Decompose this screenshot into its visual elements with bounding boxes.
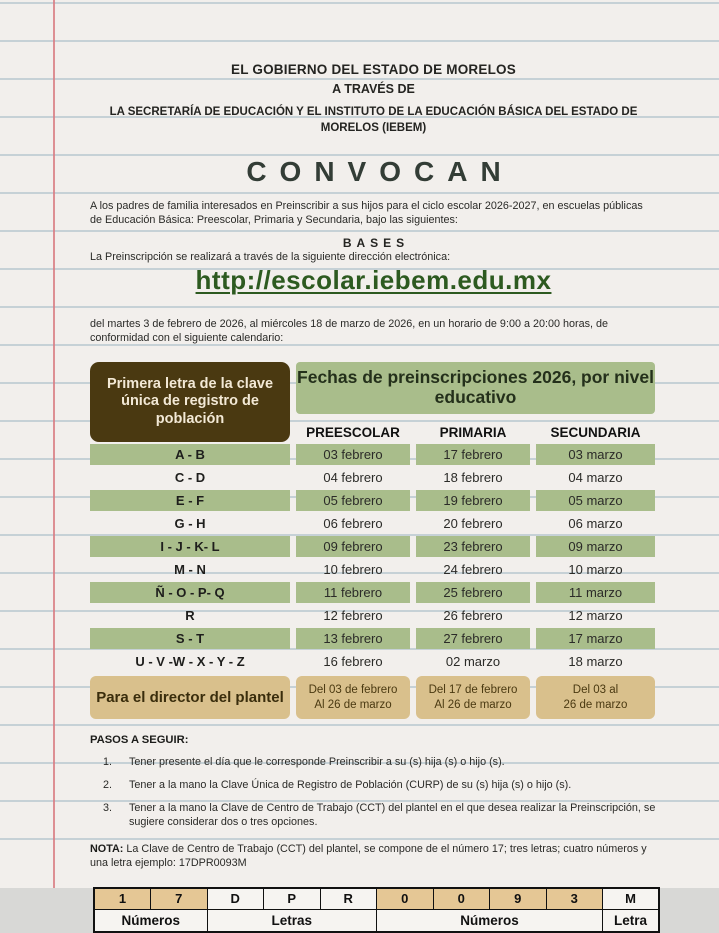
cct-char-cell: P	[264, 888, 321, 910]
preescolar-date-cell: 12 febrero	[323, 608, 383, 624]
secundaria-date-cell: 06 marzo	[568, 516, 623, 532]
primaria-date-cell: 17 febrero	[416, 444, 530, 465]
cct-example-table	[93, 887, 660, 933]
bases-title: BASES	[342, 235, 410, 250]
step-number: 1.	[103, 756, 113, 769]
secundaria-date-cell: 11 marzo	[536, 582, 655, 603]
secretariat-line: LA SECRETARÍA DE EDUCACIÓN Y EL INSTITUTO DE LA EDUCACIÓN BÁSICA DEL ESTADO DE MORELOS (IEBEM)	[109, 106, 638, 134]
secundaria-date-cell: 18 marzo	[568, 654, 623, 670]
letters-cell: G - H	[174, 516, 206, 532]
preescolar-date-cell: 05 febrero	[296, 490, 410, 511]
cct-char-cell: 0	[433, 888, 490, 910]
date-range-line: Al 26 de marzo	[314, 698, 392, 711]
director-secundaria-cell	[536, 676, 655, 719]
step-number: 3.	[103, 802, 113, 815]
primaria-date-cell: 26 febrero	[443, 608, 503, 624]
primaria-date-cell: 20 febrero	[443, 516, 503, 532]
column-header-preescolar: PREESCOLAR	[306, 425, 400, 441]
nota-text: La Clave de Centro de Trabajo (CCT) del plantel, se compone de el número 17; tres letras; cuatro números y una letra ejemplo: 17DPR0093M	[90, 843, 647, 870]
primaria-date-cell: 02 marzo	[445, 654, 501, 670]
primaria-date-cell: 23 febrero	[416, 536, 530, 557]
cct-char-cell: R	[320, 888, 377, 910]
intro-paragraph: A los padres de familia interesados en Preinscribir a sus hijos para el ciclo escolar 2026-2027, en escuelas públicas de Educación Básica: Preescolar, Primaria y Secundaria, bajo las siguientes:	[90, 200, 643, 227]
cct-group-label: Letra	[603, 910, 660, 932]
column-header-primaria: PRIMARIA	[439, 425, 507, 441]
curp-letter-header: Primera letra de la clave única de registro de población	[90, 362, 290, 442]
notebook-margin-line	[53, 0, 55, 888]
cct-char-cell: 7	[151, 888, 208, 910]
step-text: Tener a la mano la Clave Única de Registro de Población (CURP) de su (s) hija (s) o hijo (s).	[129, 779, 572, 792]
document-content	[90, 0, 657, 933]
column-header-secundaria: SECUNDARIA	[550, 425, 641, 441]
date-range-line: Al 26 de marzo	[434, 698, 512, 711]
secundaria-date-cell: 17 marzo	[536, 628, 655, 649]
date-range-line: Del 03 al	[572, 683, 619, 696]
primaria-date-cell: 25 febrero	[416, 582, 530, 603]
preescolar-date-cell: 13 febrero	[296, 628, 410, 649]
secundaria-date-cell: 04 marzo	[568, 470, 623, 486]
preescolar-date-cell: 16 febrero	[323, 654, 383, 670]
step-item	[90, 801, 657, 829]
letters-cell: A - B	[90, 444, 290, 465]
secundaria-date-cell: 10 marzo	[568, 562, 623, 578]
cct-char-cell: 3	[546, 888, 603, 910]
letters-cell: U - V -W - X - Y - Z	[135, 654, 245, 670]
bases-instruction: La Preinscripción se realizará a través de la siguiente dirección electrónica:	[90, 250, 451, 263]
secundaria-date-cell: 09 marzo	[536, 536, 655, 557]
letters-cell: Ñ - O - P- Q	[90, 582, 290, 603]
cct-char-cell: D	[207, 888, 264, 910]
letters-cell: R	[185, 608, 195, 624]
primaria-date-cell: 27 febrero	[416, 628, 530, 649]
convocan-title: CONVOCAN	[246, 156, 514, 188]
secundaria-date-cell: 03 marzo	[536, 444, 655, 465]
date-range-line: 26 de marzo	[563, 698, 628, 711]
director-primaria-cell	[416, 676, 530, 719]
primaria-date-cell: 24 febrero	[443, 562, 503, 578]
letters-cell: C - D	[174, 470, 206, 486]
cct-char-cell: 9	[490, 888, 547, 910]
cct-char-cell: 0	[377, 888, 434, 910]
preescolar-date-cell: 06 febrero	[323, 516, 383, 532]
cct-char-cell: 1	[94, 888, 151, 910]
primaria-date-cell: 19 febrero	[416, 490, 530, 511]
preinscription-url-link[interactable]: http://escolar.iebem.edu.mx	[195, 264, 552, 295]
step-text: Tener a la mano la Clave de Centro de Trabajo (CCT) del plantel en el que desea realizar la Preinscripción, se sugiere considerar dos o tres opciones.	[129, 802, 656, 829]
director-label: Para el director del plantel	[96, 689, 284, 707]
cct-groups-row	[94, 910, 659, 932]
preescolar-date-cell: 10 febrero	[323, 562, 383, 578]
step-number: 2.	[103, 779, 113, 792]
director-preescolar-cell	[296, 676, 410, 719]
letters-cell: E - F	[90, 490, 290, 511]
through-of-line: A TRAVÉS DE	[332, 82, 415, 96]
step-item	[90, 778, 657, 792]
preescolar-date-cell: 11 febrero	[296, 582, 410, 603]
director-label-cell	[90, 676, 290, 719]
director-row	[90, 676, 657, 719]
secundaria-date-cell: 12 marzo	[568, 608, 623, 624]
preinscription-schedule-table	[90, 362, 657, 672]
nota-paragraph	[90, 842, 657, 871]
cct-group-label: Números	[94, 910, 207, 932]
step-text: Tener presente el día que le corresponde Preinscribir a su (s) hija (s) o hijo (s).	[129, 756, 505, 769]
cct-chars-row	[94, 888, 659, 910]
cct-group-label: Letras	[207, 910, 377, 932]
government-title: EL GOBIERNO DEL ESTADO DE MORELOS	[231, 62, 516, 77]
steps-title: PASOS A SEGUIR:	[90, 734, 189, 747]
cct-char-cell: M	[603, 888, 660, 910]
url-container	[90, 265, 657, 296]
letters-cell: S - T	[90, 628, 290, 649]
preescolar-date-cell: 03 febrero	[296, 444, 410, 465]
letters-cell: I - J - K- L	[90, 536, 290, 557]
dates-paragraph: del martes 3 de febrero de 2026, al miércoles 18 de marzo de 2026, en un horario de 9:00 a 20:00 horas, de conformidad con el siguiente calendario:	[90, 317, 608, 344]
schedule-main-header: Fechas de preinscripciones 2026, por nivel educativo	[296, 362, 655, 414]
secundaria-date-cell: 05 marzo	[536, 490, 655, 511]
preescolar-date-cell: 09 febrero	[296, 536, 410, 557]
step-item	[90, 755, 657, 769]
nota-label: NOTA:	[90, 843, 124, 856]
preescolar-date-cell: 04 febrero	[323, 470, 383, 486]
date-range-line: Del 17 de febrero	[428, 683, 518, 696]
letters-cell: M - N	[174, 562, 206, 578]
date-range-line: Del 03 de febrero	[308, 683, 398, 696]
cct-group-label: Números	[377, 910, 603, 932]
primaria-date-cell: 18 febrero	[443, 470, 503, 486]
